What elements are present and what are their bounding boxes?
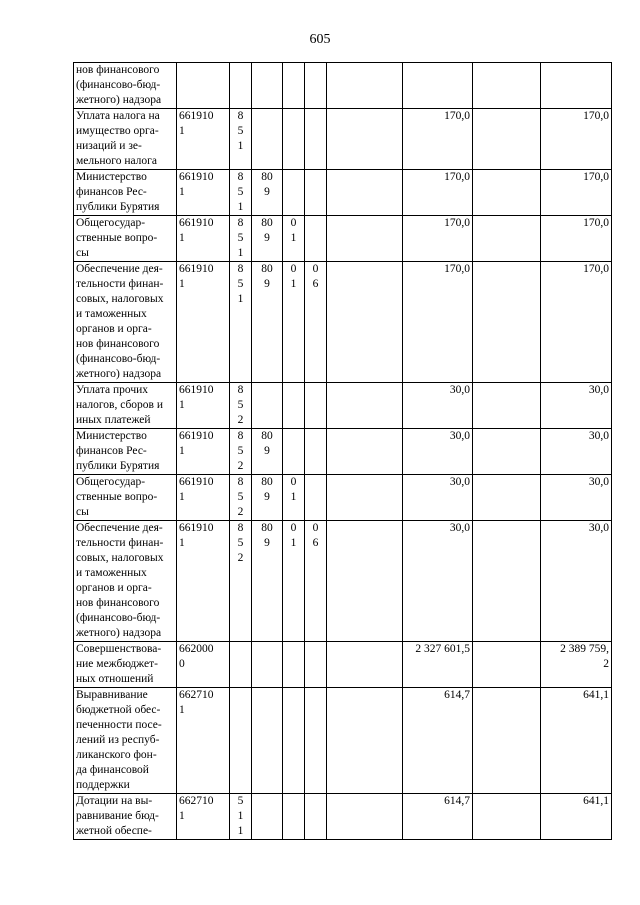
row-name: Совершенствова- ние межбюджет- ных отношений bbox=[74, 642, 177, 688]
row-subsection: 0 6 bbox=[305, 521, 327, 642]
row-name: Дотации на вы- равнивание бюд- жетной обеспе- bbox=[74, 794, 177, 840]
row-section bbox=[283, 429, 305, 475]
row-expense-type: 8 5 2 bbox=[230, 429, 252, 475]
row-expense-type bbox=[230, 688, 252, 794]
row-ministry-code: 80 9 bbox=[252, 262, 283, 383]
row-ministry-code: 80 9 bbox=[252, 521, 283, 642]
budget-table bbox=[73, 62, 612, 840]
row-amount-year-2: 641,1 bbox=[541, 688, 612, 794]
row-amount-year-2: 170,0 bbox=[541, 170, 612, 216]
row-ministry-code: 80 9 bbox=[252, 216, 283, 262]
row-amount-year-1: 170,0 bbox=[403, 216, 473, 262]
row-empty-col-1 bbox=[327, 170, 403, 216]
row-expense-type: 8 5 1 bbox=[230, 109, 252, 170]
table-row bbox=[74, 521, 612, 642]
row-ministry-code bbox=[252, 109, 283, 170]
row-subsection bbox=[305, 63, 327, 109]
row-name: Уплата налога на имущество орга- низаций и зе- мельного налога bbox=[74, 109, 177, 170]
row-section: 0 1 bbox=[283, 475, 305, 521]
row-amount-year-2: 170,0 bbox=[541, 109, 612, 170]
row-empty-col-1 bbox=[327, 475, 403, 521]
row-subsection bbox=[305, 475, 327, 521]
row-subsection bbox=[305, 109, 327, 170]
row-amount-year-2: 170,0 bbox=[541, 216, 612, 262]
row-empty-col-2 bbox=[473, 794, 541, 840]
row-target-code: 662000 0 bbox=[177, 642, 230, 688]
row-target-code: 662710 1 bbox=[177, 794, 230, 840]
row-ministry-code bbox=[252, 383, 283, 429]
row-empty-col-1 bbox=[327, 262, 403, 383]
table-row bbox=[74, 216, 612, 262]
row-amount-year-2: 30,0 bbox=[541, 475, 612, 521]
row-target-code: 661910 1 bbox=[177, 475, 230, 521]
row-target-code: 662710 1 bbox=[177, 688, 230, 794]
row-target-code: 661910 1 bbox=[177, 262, 230, 383]
row-subsection bbox=[305, 642, 327, 688]
row-empty-col-2 bbox=[473, 109, 541, 170]
table-row bbox=[74, 429, 612, 475]
row-amount-year-1: 170,0 bbox=[403, 262, 473, 383]
row-empty-col-2 bbox=[473, 429, 541, 475]
row-expense-type: 5 1 1 bbox=[230, 794, 252, 840]
row-section bbox=[283, 383, 305, 429]
row-target-code bbox=[177, 63, 230, 109]
row-subsection bbox=[305, 216, 327, 262]
table-row bbox=[74, 642, 612, 688]
row-expense-type bbox=[230, 63, 252, 109]
row-target-code: 661910 1 bbox=[177, 521, 230, 642]
row-section bbox=[283, 688, 305, 794]
table-row bbox=[74, 794, 612, 840]
row-section: 0 1 bbox=[283, 262, 305, 383]
row-empty-col-1 bbox=[327, 63, 403, 109]
row-empty-col-1 bbox=[327, 521, 403, 642]
table-row bbox=[74, 475, 612, 521]
row-subsection bbox=[305, 170, 327, 216]
row-empty-col-2 bbox=[473, 262, 541, 383]
row-amount-year-1: 30,0 bbox=[403, 475, 473, 521]
row-expense-type: 8 5 2 bbox=[230, 475, 252, 521]
row-empty-col-1 bbox=[327, 794, 403, 840]
row-ministry-code: 80 9 bbox=[252, 170, 283, 216]
row-name: Общегосудар- ственные вопро- сы bbox=[74, 475, 177, 521]
row-amount-year-2: 30,0 bbox=[541, 521, 612, 642]
row-ministry-code: 80 9 bbox=[252, 475, 283, 521]
row-amount-year-1: 614,7 bbox=[403, 688, 473, 794]
page-number: 605 bbox=[309, 32, 331, 47]
row-expense-type: 8 5 1 bbox=[230, 170, 252, 216]
row-name: нов финансового (финансово-бюд- жетного) надзора bbox=[74, 63, 177, 109]
row-subsection: 0 6 bbox=[305, 262, 327, 383]
row-empty-col-2 bbox=[473, 63, 541, 109]
row-name: Уплата прочих налогов, сборов и иных платежей bbox=[74, 383, 177, 429]
row-empty-col-2 bbox=[473, 642, 541, 688]
row-subsection bbox=[305, 429, 327, 475]
row-empty-col-2 bbox=[473, 688, 541, 794]
row-empty-col-2 bbox=[473, 216, 541, 262]
row-ministry-code bbox=[252, 642, 283, 688]
row-name: Обеспечение дея- тельности финан- совых, налоговых и таможенных органов и орга- нов финансового (финансово-бюд- жетного) надзора bbox=[74, 521, 177, 642]
row-subsection bbox=[305, 688, 327, 794]
row-ministry-code bbox=[252, 63, 283, 109]
row-amount-year-2: 30,0 bbox=[541, 383, 612, 429]
row-amount-year-1: 30,0 bbox=[403, 521, 473, 642]
row-ministry-code: 80 9 bbox=[252, 429, 283, 475]
row-amount-year-1: 170,0 bbox=[403, 109, 473, 170]
row-section bbox=[283, 170, 305, 216]
row-empty-col-2 bbox=[473, 475, 541, 521]
row-expense-type: 8 5 1 bbox=[230, 262, 252, 383]
table-row bbox=[74, 688, 612, 794]
row-section: 0 1 bbox=[283, 216, 305, 262]
row-amount-year-1: 30,0 bbox=[403, 383, 473, 429]
row-target-code: 661910 1 bbox=[177, 109, 230, 170]
row-empty-col-2 bbox=[473, 170, 541, 216]
row-amount-year-1: 614,7 bbox=[403, 794, 473, 840]
row-ministry-code bbox=[252, 688, 283, 794]
row-amount-year-1: 170,0 bbox=[403, 170, 473, 216]
table-row bbox=[74, 63, 612, 109]
row-amount-year-2: 2 389 759, 2 bbox=[541, 642, 612, 688]
row-name: Общегосудар- ственные вопро- сы bbox=[74, 216, 177, 262]
table-row bbox=[74, 262, 612, 383]
row-target-code: 661910 1 bbox=[177, 383, 230, 429]
row-subsection bbox=[305, 794, 327, 840]
row-ministry-code bbox=[252, 794, 283, 840]
row-expense-type bbox=[230, 642, 252, 688]
row-section bbox=[283, 63, 305, 109]
table-body bbox=[74, 63, 612, 840]
row-target-code: 661910 1 bbox=[177, 429, 230, 475]
row-expense-type: 8 5 2 bbox=[230, 521, 252, 642]
row-amount-year-1: 2 327 601,5 bbox=[403, 642, 473, 688]
row-empty-col-1 bbox=[327, 642, 403, 688]
row-target-code: 661910 1 bbox=[177, 216, 230, 262]
row-target-code: 661910 1 bbox=[177, 170, 230, 216]
table-row bbox=[74, 383, 612, 429]
row-name: Министерство финансов Рес- публики Бурятия bbox=[74, 170, 177, 216]
row-amount-year-2 bbox=[541, 63, 612, 109]
row-empty-col-2 bbox=[473, 383, 541, 429]
table-row bbox=[74, 109, 612, 170]
row-amount-year-2: 641,1 bbox=[541, 794, 612, 840]
table-row bbox=[74, 170, 612, 216]
row-empty-col-1 bbox=[327, 688, 403, 794]
row-expense-type: 8 5 1 bbox=[230, 216, 252, 262]
row-section: 0 1 bbox=[283, 521, 305, 642]
row-section bbox=[283, 794, 305, 840]
row-name: Обеспечение дея- тельности финан- совых, налоговых и таможенных органов и орга- нов финансового (финансово-бюд- жетного) надзора bbox=[74, 262, 177, 383]
row-section bbox=[283, 109, 305, 170]
row-subsection bbox=[305, 383, 327, 429]
row-name: Министерство финансов Рес- публики Бурятия bbox=[74, 429, 177, 475]
row-expense-type: 8 5 2 bbox=[230, 383, 252, 429]
row-section bbox=[283, 642, 305, 688]
row-amount-year-2: 30,0 bbox=[541, 429, 612, 475]
row-empty-col-1 bbox=[327, 109, 403, 170]
row-amount-year-1: 30,0 bbox=[403, 429, 473, 475]
row-empty-col-1 bbox=[327, 429, 403, 475]
row-amount-year-2: 170,0 bbox=[541, 262, 612, 383]
row-empty-col-1 bbox=[327, 216, 403, 262]
row-empty-col-1 bbox=[327, 383, 403, 429]
row-amount-year-1 bbox=[403, 63, 473, 109]
row-name: Выравнивание бюджетной обес- печенности посе- лений из респуб- ликанского фон- да финансовой поддержки bbox=[74, 688, 177, 794]
row-empty-col-2 bbox=[473, 521, 541, 642]
